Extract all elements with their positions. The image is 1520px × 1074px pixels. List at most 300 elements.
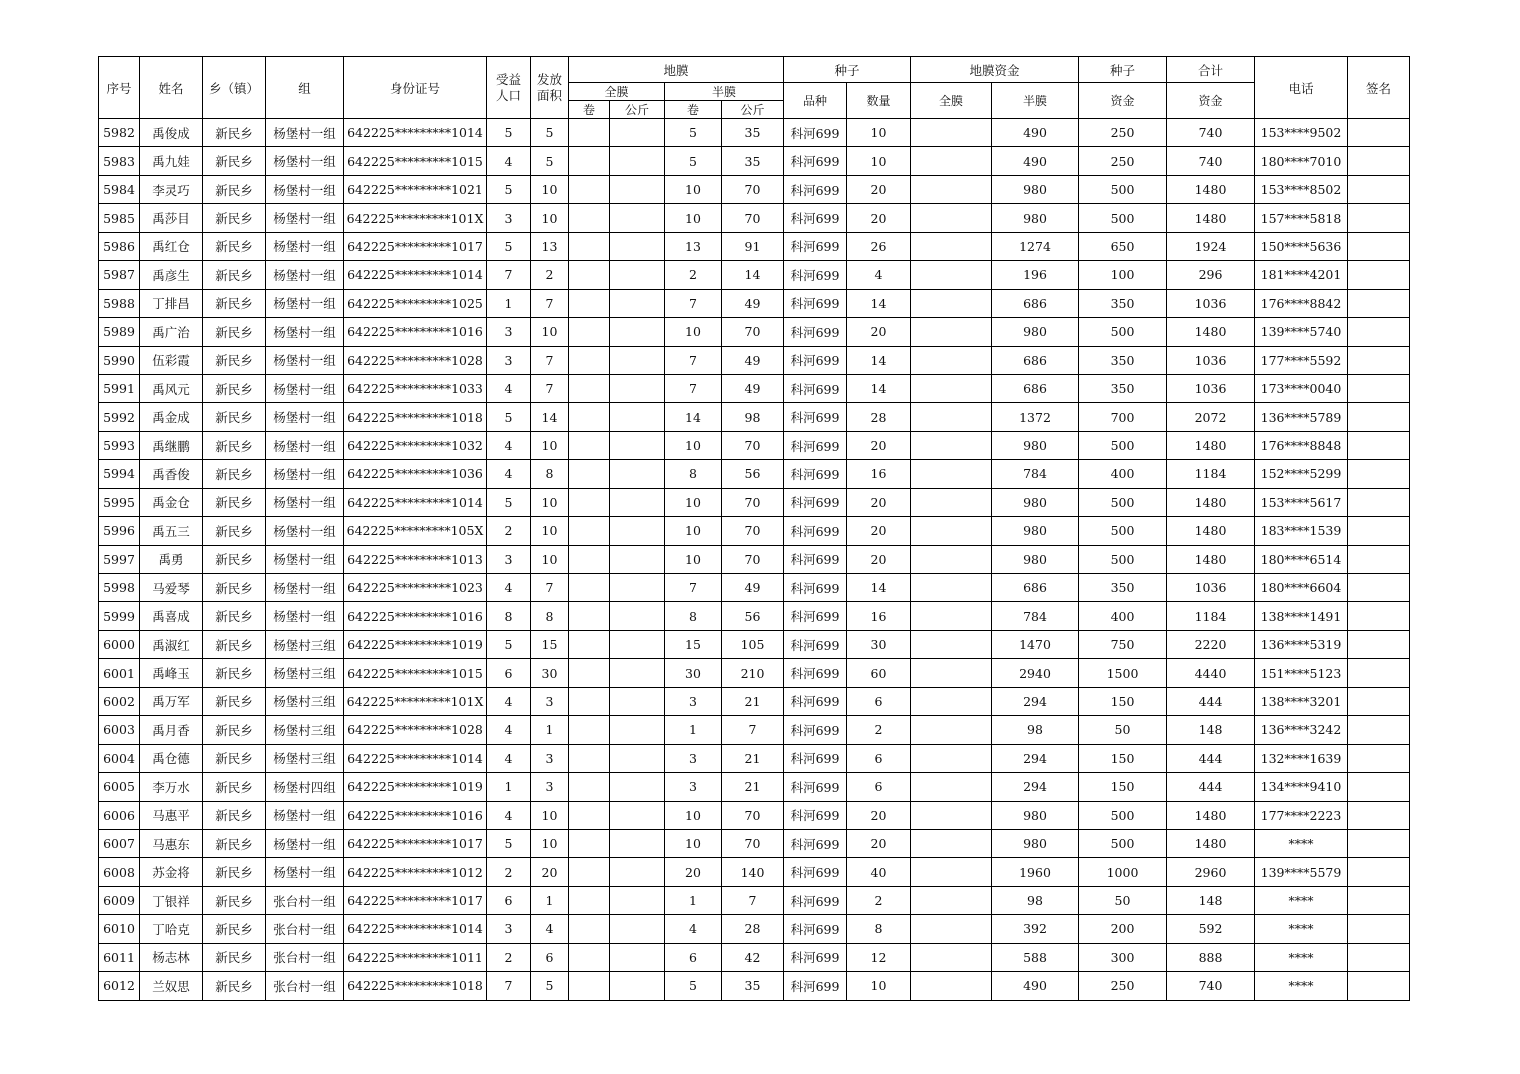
cell-quantity: 2 [847, 886, 911, 914]
cell-id-number: 642225*********1016 [344, 801, 487, 829]
cell-full-kg [610, 915, 665, 943]
cell-full-roll [569, 232, 610, 260]
cell-seed-funds: 350 [1079, 346, 1167, 374]
cell-beneficiaries: 3 [487, 204, 531, 232]
cell-beneficiaries: 5 [487, 232, 531, 260]
cell-variety: 科河699 [784, 630, 847, 658]
cell-signature [1348, 232, 1410, 260]
table-body [99, 119, 1410, 1001]
cell-area: 5 [531, 119, 569, 147]
cell-name: 禹勇 [140, 545, 203, 573]
cell-seq: 5986 [99, 232, 140, 260]
table-row [99, 744, 1410, 772]
cell-township: 新民乡 [203, 659, 266, 687]
table-row [99, 232, 1410, 260]
cell-beneficiaries: 4 [487, 744, 531, 772]
header-total-top: 合计 [1167, 57, 1255, 83]
cell-area: 13 [531, 232, 569, 260]
cell-variety: 科河699 [784, 119, 847, 147]
cell-full-kg [610, 204, 665, 232]
cell-township: 新民乡 [203, 972, 266, 1000]
cell-beneficiaries: 3 [487, 545, 531, 573]
cell-seq: 5998 [99, 574, 140, 602]
cell-quantity: 26 [847, 232, 911, 260]
cell-group: 杨堡村一组 [266, 517, 344, 545]
cell-full-kg [610, 801, 665, 829]
cell-funds-half: 980 [992, 431, 1079, 459]
table-row [99, 915, 1410, 943]
cell-name: 马惠东 [140, 829, 203, 857]
cell-name: 李万水 [140, 773, 203, 801]
cell-signature [1348, 204, 1410, 232]
cell-name: 禹月香 [140, 716, 203, 744]
cell-quantity: 20 [847, 801, 911, 829]
cell-beneficiaries: 6 [487, 886, 531, 914]
cell-phone: 136****5319 [1255, 630, 1348, 658]
header-seed: 种子 [784, 57, 911, 83]
cell-variety: 科河699 [784, 801, 847, 829]
cell-signature [1348, 374, 1410, 402]
cell-area: 15 [531, 630, 569, 658]
cell-half-kg: 42 [722, 943, 784, 971]
cell-signature [1348, 175, 1410, 203]
cell-variety: 科河699 [784, 431, 847, 459]
cell-full-kg [610, 488, 665, 516]
cell-beneficiaries: 3 [487, 915, 531, 943]
cell-variety: 科河699 [784, 289, 847, 317]
cell-full-roll [569, 175, 610, 203]
cell-name: 禹五三 [140, 517, 203, 545]
cell-township: 新民乡 [203, 318, 266, 346]
cell-name: 丁哈克 [140, 915, 203, 943]
cell-full-kg [610, 630, 665, 658]
cell-half-kg: 49 [722, 374, 784, 402]
cell-full-kg [610, 431, 665, 459]
cell-township: 新民乡 [203, 858, 266, 886]
cell-funds-full [911, 119, 992, 147]
cell-seed-funds: 500 [1079, 175, 1167, 203]
cell-phone: 180****6514 [1255, 545, 1348, 573]
cell-full-roll [569, 716, 610, 744]
cell-beneficiaries: 4 [487, 574, 531, 602]
cell-seq: 6012 [99, 972, 140, 1000]
cell-funds-full [911, 318, 992, 346]
header-quantity: 数量 [847, 83, 911, 119]
cell-seed-funds: 650 [1079, 232, 1167, 260]
cell-full-roll [569, 886, 610, 914]
cell-name: 苏金将 [140, 858, 203, 886]
cell-area: 10 [531, 204, 569, 232]
cell-name: 禹峰玉 [140, 659, 203, 687]
cell-half-roll: 10 [665, 829, 722, 857]
cell-beneficiaries: 5 [487, 119, 531, 147]
cell-township: 新民乡 [203, 147, 266, 175]
cell-full-roll [569, 630, 610, 658]
cell-half-roll: 30 [665, 659, 722, 687]
cell-funds-half: 490 [992, 147, 1079, 175]
cell-half-kg: 105 [722, 630, 784, 658]
cell-phone: 177****2223 [1255, 801, 1348, 829]
cell-full-roll [569, 943, 610, 971]
table-row [99, 261, 1410, 289]
cell-full-roll [569, 545, 610, 573]
header-beneficiaries [487, 57, 531, 119]
cell-name: 禹红仓 [140, 232, 203, 260]
cell-seed-funds: 250 [1079, 147, 1167, 175]
cell-township: 新民乡 [203, 374, 266, 402]
header-half-roll: 卷 [665, 101, 722, 119]
cell-signature [1348, 630, 1410, 658]
cell-quantity: 4 [847, 261, 911, 289]
cell-variety: 科河699 [784, 915, 847, 943]
cell-seed-funds: 50 [1079, 716, 1167, 744]
cell-funds-half: 980 [992, 318, 1079, 346]
cell-half-kg: 14 [722, 261, 784, 289]
cell-funds-full [911, 403, 992, 431]
cell-variety: 科河699 [784, 346, 847, 374]
cell-township: 新民乡 [203, 829, 266, 857]
cell-township: 新民乡 [203, 261, 266, 289]
cell-funds-half: 294 [992, 744, 1079, 772]
cell-group: 杨堡村三组 [266, 716, 344, 744]
cell-id-number: 642225*********1023 [344, 574, 487, 602]
cell-total: 2960 [1167, 858, 1255, 886]
cell-funds-half: 392 [992, 915, 1079, 943]
cell-quantity: 20 [847, 431, 911, 459]
cell-half-roll: 10 [665, 175, 722, 203]
cell-total: 888 [1167, 943, 1255, 971]
cell-funds-half: 1372 [992, 403, 1079, 431]
cell-quantity: 20 [847, 318, 911, 346]
cell-id-number: 642225*********101X [344, 687, 487, 715]
cell-seq: 5994 [99, 460, 140, 488]
cell-seq: 5996 [99, 517, 140, 545]
cell-id-number: 642225*********1017 [344, 232, 487, 260]
table-row [99, 289, 1410, 317]
cell-funds-half: 98 [992, 886, 1079, 914]
cell-variety: 科河699 [784, 545, 847, 573]
cell-half-roll: 1 [665, 716, 722, 744]
cell-funds-full [911, 602, 992, 630]
cell-full-kg [610, 119, 665, 147]
cell-area: 7 [531, 574, 569, 602]
cell-variety: 科河699 [784, 716, 847, 744]
cell-name: 禹广治 [140, 318, 203, 346]
cell-township: 新民乡 [203, 204, 266, 232]
table-row [99, 204, 1410, 232]
cell-half-kg: 21 [722, 687, 784, 715]
cell-seq: 5992 [99, 403, 140, 431]
cell-full-roll [569, 289, 610, 317]
cell-half-roll: 10 [665, 517, 722, 545]
cell-phone: **** [1255, 972, 1348, 1000]
cell-township: 新民乡 [203, 687, 266, 715]
cell-name: 兰奴思 [140, 972, 203, 1000]
cell-total: 1480 [1167, 431, 1255, 459]
cell-beneficiaries: 4 [487, 716, 531, 744]
cell-name: 禹俊成 [140, 119, 203, 147]
cell-area: 7 [531, 346, 569, 374]
cell-full-kg [610, 147, 665, 175]
cell-funds-half: 196 [992, 261, 1079, 289]
cell-area: 30 [531, 659, 569, 687]
cell-full-roll [569, 204, 610, 232]
cell-seed-funds: 500 [1079, 488, 1167, 516]
cell-total: 1480 [1167, 829, 1255, 857]
cell-quantity: 20 [847, 545, 911, 573]
cell-beneficiaries: 4 [487, 801, 531, 829]
cell-seed-funds: 700 [1079, 403, 1167, 431]
cell-name: 杨志林 [140, 943, 203, 971]
cell-group: 张台村一组 [266, 943, 344, 971]
cell-phone: 138****3201 [1255, 687, 1348, 715]
cell-variety: 科河699 [784, 744, 847, 772]
cell-seq: 6002 [99, 687, 140, 715]
cell-signature [1348, 972, 1410, 1000]
cell-area: 20 [531, 858, 569, 886]
cell-variety: 科河699 [784, 318, 847, 346]
cell-total: 740 [1167, 119, 1255, 147]
cell-quantity: 2 [847, 716, 911, 744]
cell-full-kg [610, 232, 665, 260]
cell-township: 新民乡 [203, 915, 266, 943]
cell-seed-funds: 500 [1079, 318, 1167, 346]
cell-half-kg: 28 [722, 915, 784, 943]
cell-area: 3 [531, 773, 569, 801]
cell-id-number: 642225*********1019 [344, 773, 487, 801]
cell-total: 148 [1167, 716, 1255, 744]
cell-half-kg: 49 [722, 574, 784, 602]
cell-quantity: 30 [847, 630, 911, 658]
cell-area: 7 [531, 289, 569, 317]
cell-area: 10 [531, 488, 569, 516]
cell-phone: 177****5592 [1255, 346, 1348, 374]
header-id-number: 身份证号 [344, 57, 487, 119]
cell-half-roll: 5 [665, 119, 722, 147]
cell-signature [1348, 318, 1410, 346]
cell-half-roll: 7 [665, 289, 722, 317]
cell-quantity: 20 [847, 829, 911, 857]
header-group: 组 [266, 57, 344, 119]
cell-quantity: 10 [847, 147, 911, 175]
cell-full-roll [569, 744, 610, 772]
cell-full-kg [610, 374, 665, 402]
cell-township: 新民乡 [203, 716, 266, 744]
cell-area: 3 [531, 687, 569, 715]
cell-half-roll: 3 [665, 773, 722, 801]
cell-group: 杨堡村三组 [266, 659, 344, 687]
cell-half-kg: 91 [722, 232, 784, 260]
cell-group: 杨堡村一组 [266, 460, 344, 488]
cell-beneficiaries: 7 [487, 972, 531, 1000]
cell-funds-half: 1960 [992, 858, 1079, 886]
cell-township: 新民乡 [203, 488, 266, 516]
cell-name: 丁银祥 [140, 886, 203, 914]
cell-seq: 5984 [99, 175, 140, 203]
cell-half-kg: 35 [722, 119, 784, 147]
cell-variety: 科河699 [784, 858, 847, 886]
table-row [99, 943, 1410, 971]
cell-funds-half: 784 [992, 602, 1079, 630]
cell-id-number: 642225*********1028 [344, 716, 487, 744]
header-beneficiaries-text: 受益人口 [495, 71, 521, 103]
header-full-roll: 卷 [569, 101, 610, 119]
cell-area: 10 [531, 801, 569, 829]
cell-phone: 139****5740 [1255, 318, 1348, 346]
cell-signature [1348, 403, 1410, 431]
cell-funds-half: 294 [992, 773, 1079, 801]
cell-quantity: 10 [847, 972, 911, 1000]
cell-quantity: 14 [847, 289, 911, 317]
cell-variety: 科河699 [784, 829, 847, 857]
cell-beneficiaries: 4 [487, 687, 531, 715]
cell-total: 4440 [1167, 659, 1255, 687]
cell-seq: 6000 [99, 630, 140, 658]
cell-beneficiaries: 6 [487, 659, 531, 687]
cell-funds-half: 784 [992, 460, 1079, 488]
cell-full-kg [610, 261, 665, 289]
cell-signature [1348, 574, 1410, 602]
cell-funds-half: 686 [992, 574, 1079, 602]
cell-funds-full [911, 460, 992, 488]
cell-area: 1 [531, 886, 569, 914]
cell-quantity: 14 [847, 374, 911, 402]
cell-name: 禹彦生 [140, 261, 203, 289]
cell-id-number: 642225*********1025 [344, 289, 487, 317]
cell-group: 杨堡村一组 [266, 289, 344, 317]
cell-quantity: 12 [847, 943, 911, 971]
cell-full-roll [569, 773, 610, 801]
cell-half-roll: 13 [665, 232, 722, 260]
cell-seed-funds: 500 [1079, 431, 1167, 459]
cell-funds-full [911, 972, 992, 1000]
cell-signature [1348, 744, 1410, 772]
cell-id-number: 642225*********1011 [344, 943, 487, 971]
cell-name: 禹喜成 [140, 602, 203, 630]
cell-id-number: 642225*********1019 [344, 630, 487, 658]
cell-total: 1036 [1167, 346, 1255, 374]
cell-full-roll [569, 374, 610, 402]
cell-name: 丁排昌 [140, 289, 203, 317]
header-area [531, 57, 569, 119]
cell-phone: 132****1639 [1255, 744, 1348, 772]
table-row [99, 147, 1410, 175]
table-row [99, 460, 1410, 488]
cell-beneficiaries: 3 [487, 318, 531, 346]
cell-seq: 6001 [99, 659, 140, 687]
table-row [99, 374, 1410, 402]
cell-full-kg [610, 545, 665, 573]
cell-township: 新民乡 [203, 119, 266, 147]
cell-phone: 153****8502 [1255, 175, 1348, 203]
table-row [99, 545, 1410, 573]
cell-funds-full [911, 829, 992, 857]
cell-township: 新民乡 [203, 574, 266, 602]
cell-signature [1348, 517, 1410, 545]
cell-group: 杨堡村一组 [266, 119, 344, 147]
cell-beneficiaries: 3 [487, 346, 531, 374]
cell-total: 2220 [1167, 630, 1255, 658]
cell-seq: 6003 [99, 716, 140, 744]
cell-variety: 科河699 [784, 602, 847, 630]
cell-signature [1348, 858, 1410, 886]
cell-funds-full [911, 204, 992, 232]
cell-township: 新民乡 [203, 517, 266, 545]
cell-half-roll: 3 [665, 687, 722, 715]
cell-full-roll [569, 403, 610, 431]
cell-id-number: 642225*********1018 [344, 972, 487, 1000]
cell-funds-full [911, 374, 992, 402]
cell-full-roll [569, 858, 610, 886]
cell-total: 740 [1167, 972, 1255, 1000]
cell-half-roll: 10 [665, 801, 722, 829]
cell-group: 杨堡村一组 [266, 204, 344, 232]
table-row [99, 431, 1410, 459]
cell-full-kg [610, 943, 665, 971]
cell-total: 444 [1167, 687, 1255, 715]
cell-quantity: 6 [847, 744, 911, 772]
table-row [99, 801, 1410, 829]
cell-total: 1480 [1167, 175, 1255, 203]
cell-seq: 5987 [99, 261, 140, 289]
cell-half-kg: 70 [722, 204, 784, 232]
cell-seq: 5983 [99, 147, 140, 175]
cell-variety: 科河699 [784, 574, 847, 602]
cell-beneficiaries: 1 [487, 773, 531, 801]
cell-funds-full [911, 915, 992, 943]
cell-area: 2 [531, 261, 569, 289]
cell-funds-half: 686 [992, 374, 1079, 402]
cell-group: 张台村一组 [266, 915, 344, 943]
cell-id-number: 642225*********1028 [344, 346, 487, 374]
cell-funds-half: 1274 [992, 232, 1079, 260]
cell-half-kg: 70 [722, 517, 784, 545]
cell-seq: 6005 [99, 773, 140, 801]
cell-seed-funds: 250 [1079, 972, 1167, 1000]
cell-name: 禹风元 [140, 374, 203, 402]
table-row [99, 972, 1410, 1000]
cell-quantity: 20 [847, 488, 911, 516]
cell-total: 740 [1167, 147, 1255, 175]
cell-total: 296 [1167, 261, 1255, 289]
cell-total: 148 [1167, 886, 1255, 914]
cell-id-number: 642225*********1015 [344, 147, 487, 175]
cell-seed-funds: 500 [1079, 545, 1167, 573]
cell-beneficiaries: 4 [487, 147, 531, 175]
cell-seed-funds: 500 [1079, 204, 1167, 232]
cell-half-kg: 210 [722, 659, 784, 687]
cell-half-roll: 5 [665, 147, 722, 175]
cell-phone: 136****5789 [1255, 403, 1348, 431]
cell-seq: 6011 [99, 943, 140, 971]
cell-name: 禹金成 [140, 403, 203, 431]
cell-total: 2072 [1167, 403, 1255, 431]
table-row [99, 119, 1410, 147]
header-funds-half: 半膜 [992, 83, 1079, 119]
cell-signature [1348, 886, 1410, 914]
cell-seed-funds: 350 [1079, 374, 1167, 402]
cell-full-kg [610, 687, 665, 715]
cell-funds-half: 588 [992, 943, 1079, 971]
cell-full-roll [569, 915, 610, 943]
header-seed-funds-bottom: 资金 [1079, 83, 1167, 119]
cell-funds-half: 980 [992, 801, 1079, 829]
cell-full-roll [569, 346, 610, 374]
table-row [99, 886, 1410, 914]
cell-total: 1480 [1167, 801, 1255, 829]
cell-funds-full [911, 147, 992, 175]
table-header [99, 57, 1410, 119]
